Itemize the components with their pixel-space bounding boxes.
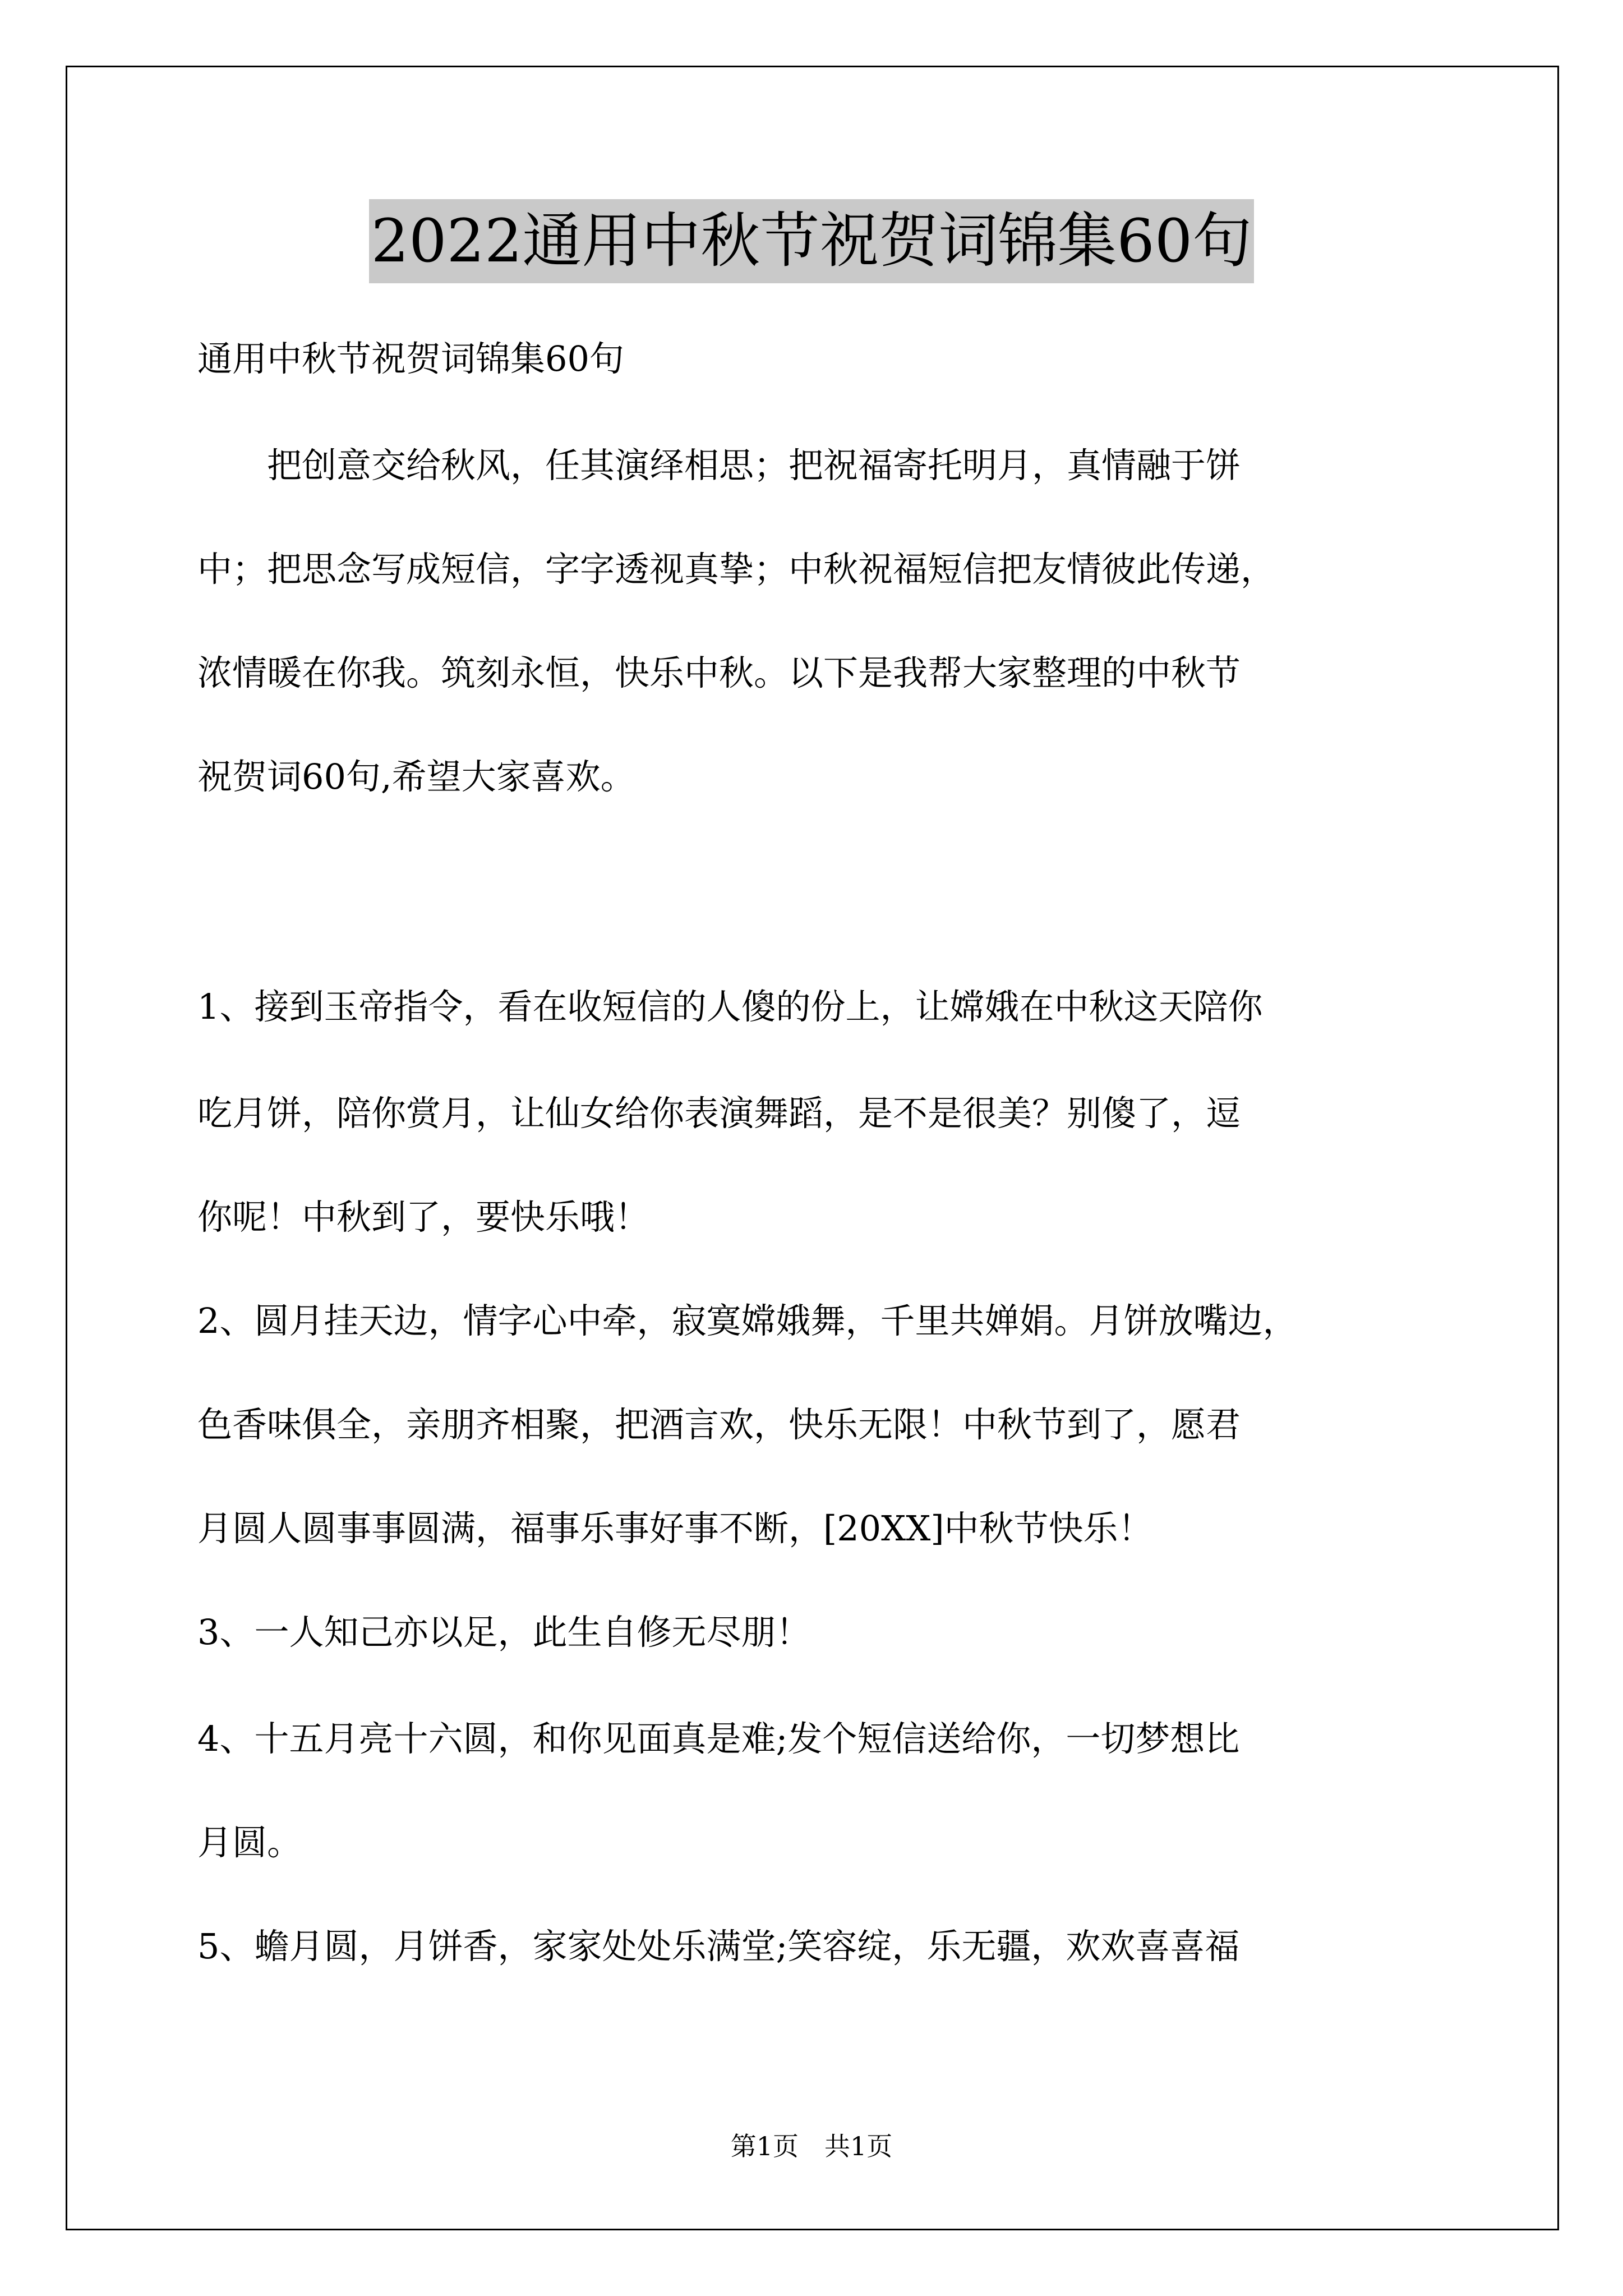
body-line: 3、一人知己亦以足，此生自修无尽朋！	[197, 1612, 811, 1653]
body-line: 色香味俱全，亲朋齐相聚，把酒言欢，快乐无限！中秋节到了，愿君	[197, 1404, 1241, 1445]
body-line: 浓情暖在你我。筑刻永恒，快乐中秋。以下是我帮大家整理的中秋节	[197, 652, 1241, 693]
body-line: 2、圆月挂天边，情字心中牵，寂寞嫦娥舞，千里共婵娟。月饼放嘴边，	[197, 1300, 1298, 1341]
body-line: 月圆。	[197, 1822, 302, 1863]
body-line: 吃月饼，陪你赏月，让仙女给你表演舞蹈，是不是很美？别傻了，逗	[197, 1093, 1241, 1134]
body-line: 月圆人圆事事圆满，福事乐事好事不断，[20XX]中秋节快乐！	[197, 1508, 1153, 1549]
body-line: 1、接到玉帝指令，看在收短信的人傻的份上，让嫦娥在中秋这天陪你	[197, 986, 1263, 1027]
document-title: 2022通用中秋节祝贺词锦集60句	[369, 199, 1255, 283]
body-line: 把创意交给秋风，任其演绎相思；把祝福寄托明月，真情融于饼	[197, 445, 1241, 486]
body-line: 祝贺词60句,希望大家喜欢。	[197, 756, 635, 797]
title-container	[0, 199, 1623, 283]
body-line: 通用中秋节祝贺词锦集60句	[197, 338, 624, 379]
body-line: 5、蟾月圆，月饼香，家家处处乐满堂;笑容绽，乐无疆，欢欢喜喜福	[197, 1926, 1240, 1967]
body-line: 中；把思念写成短信，字字透视真挚；中秋祝福短信把友情彼此传递，	[197, 549, 1276, 590]
body-line: 你呢！中秋到了，要快乐哦！	[197, 1197, 650, 1237]
page-border	[66, 66, 1559, 2230]
page-footer: 第1页 共1页	[730, 2131, 893, 2161]
body-line: 4、十五月亮十六圆，和你见面真是难;发个短信送给你，一切梦想比	[197, 1718, 1240, 1759]
